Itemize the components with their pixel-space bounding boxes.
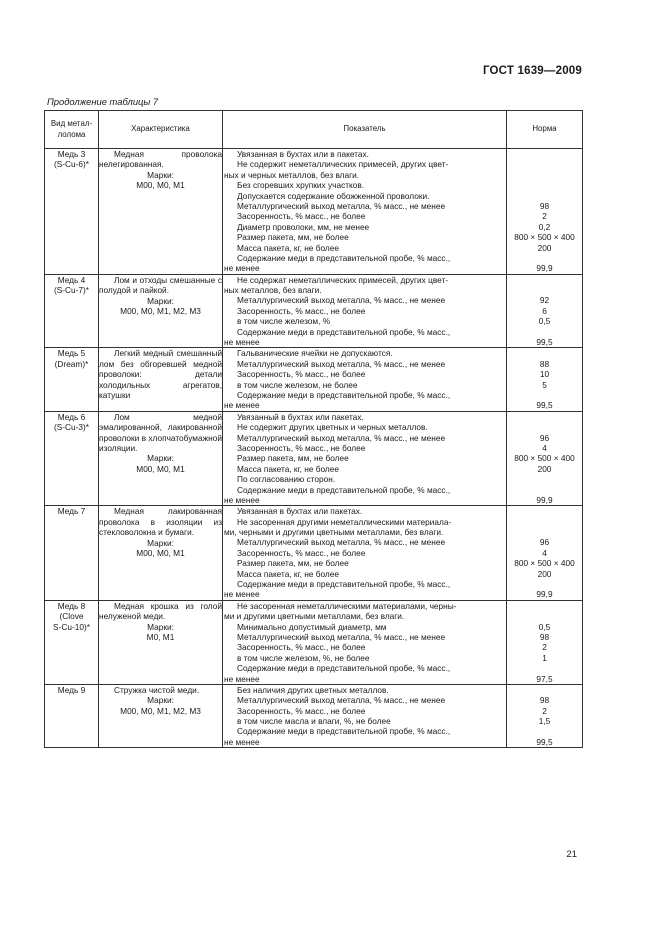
indicator-line: Металлургический выход металла, % масс., не менее [237, 432, 446, 443]
characteristic-cell [99, 274, 223, 348]
norm-value: 98 [539, 631, 550, 642]
indicator-cell [223, 411, 507, 506]
scrap-type-line: S-Cu-10)* [53, 621, 90, 632]
norm-value [507, 170, 582, 180]
norm-value: 99,5 [536, 400, 553, 411]
norm-value: 2 [542, 211, 547, 222]
grades-label: Марки: [147, 453, 174, 464]
header-scrap-type-l2: лолома [57, 129, 86, 139]
norm-value [507, 422, 582, 432]
indicator-line: в том числе железом, %, не более [237, 652, 370, 663]
header-characteristic: Характеристика [99, 111, 223, 149]
norm-value: 5 [542, 379, 547, 390]
norm-value: 200 [537, 463, 552, 474]
scrap-type-cell [45, 506, 99, 601]
indicator-line: ми и другими цветными металлами, без влаги. [224, 611, 405, 622]
norm-value: 88 [539, 358, 550, 369]
indicator-line: Размер пакета, мм, не более [237, 453, 349, 464]
norm-value [507, 611, 582, 621]
norm-value: 10 [539, 369, 550, 380]
indicator-line: не менее [224, 400, 260, 411]
scrap-type-line: (Clove [59, 611, 84, 622]
norm-value [507, 275, 582, 285]
grades-value: М00, М0, М1 [136, 180, 185, 191]
characteristic-text: Лом медной эмалированной, лакированной проволоки в хлопчатобумажной изоляции. [99, 411, 222, 453]
indicator-line: Масса пакета, кг, не более [237, 463, 339, 474]
norm-value: 0,5 [538, 621, 551, 632]
indicator-line: Металлургический выход металла, % масс., не менее [237, 695, 446, 706]
indicator-line: Не засоренная другими неметаллическими материала- [237, 516, 452, 527]
scrap-type-cell [45, 600, 99, 684]
indicator-cell [223, 506, 507, 601]
indicator-line: Не засоренная неметаллическими материалами, черны- [237, 600, 457, 611]
indicator-line: Засоренность, % масс., не более [237, 705, 366, 716]
document-id: ГОСТ 1639—2009 [482, 65, 582, 77]
indicator-line: Засоренность, % масс., не более [237, 211, 366, 222]
characteristic-text: Медная проволока нелегированная. [99, 149, 222, 170]
indicator-line: в том числе масла и влаги, %, не более [237, 716, 391, 727]
norm-value: 0,5 [538, 316, 551, 327]
indicator-line: Металлургический выход металла, % масс., не менее [237, 295, 446, 306]
norm-value [507, 159, 582, 169]
norm-cell [507, 348, 583, 411]
indicator-line: Не содержит других цветных и черных металлов. [237, 422, 428, 433]
grades-label: Марки: [147, 621, 174, 632]
norm-value [507, 726, 582, 736]
norm-value [507, 506, 582, 516]
norm-value: 0,2 [538, 221, 551, 232]
indicator-line: Металлургический выход металла, % масс., не менее [237, 537, 446, 548]
indicator-line: не менее [224, 673, 260, 684]
indicator-line: Увязанный в бухтах или пакетах. [237, 411, 364, 422]
norm-value [507, 601, 582, 611]
table-row [45, 684, 583, 747]
scrap-type-cell [45, 411, 99, 506]
norm-value [507, 663, 582, 673]
norm-value: 99,9 [536, 589, 553, 600]
scrap-type-line: Медь 4 [57, 274, 86, 285]
norm-value: 99,5 [536, 736, 553, 747]
grades-label: Марки: [147, 169, 174, 180]
norm-value: 99,5 [536, 337, 553, 348]
indicator-line: не менее [224, 494, 260, 505]
grades-value: М00, М0, М1, М2, М3 [120, 705, 201, 716]
norm-value [507, 579, 582, 589]
norm-value [507, 327, 582, 337]
scrap-type-line: Медь 7 [57, 506, 86, 517]
norm-value: 800 × 500 × 400 [514, 558, 575, 569]
norm-value [507, 180, 582, 190]
norm-value: 92 [539, 295, 550, 306]
norm-value [507, 685, 582, 695]
norm-value: 96 [539, 432, 550, 443]
scrap-type-line: (Dream)* [54, 358, 89, 369]
scrap-type-line: Медь 8 [57, 600, 86, 611]
table-row [45, 348, 583, 411]
scrap-type-line: (S-Cu-3)* [53, 422, 90, 433]
indicator-line: Засоренность, % масс., не более [237, 547, 366, 558]
indicator-line: Металлургический выход металла, % масс., не менее [237, 358, 446, 369]
indicator-line: Содержание меди в представительной пробе, % масс., [237, 252, 451, 263]
table-row [45, 274, 583, 348]
header-scrap-type-l1: Вид метал- [50, 119, 93, 129]
norm-cell [507, 684, 583, 747]
indicator-line: Увязанная в бухтах или в пакетах. [237, 149, 369, 159]
scrap-type-cell [45, 149, 99, 275]
indicator-line: Без наличия других цветных металлов. [237, 684, 389, 695]
norm-cell [507, 506, 583, 601]
indicator-line: Засоренность, % масс., не более [237, 442, 366, 453]
norm-cell [507, 600, 583, 684]
indicator-line: Минимально допустимый диаметр, мм [237, 621, 387, 632]
scrap-type-line: (S-Cu-7)* [53, 285, 90, 296]
norm-value [507, 527, 582, 537]
characteristic-cell [99, 348, 223, 411]
scrap-type-line: Медь 9 [57, 684, 86, 695]
table-header-row [45, 111, 583, 149]
indicator-line: Содержание меди в представительной пробе, % масс., [237, 389, 451, 400]
indicator-line: Масса пакета, кг, не более [237, 242, 339, 253]
indicator-line: в том числе железом, % [237, 316, 331, 327]
indicator-line: Размер пакета, мм, не более [237, 558, 349, 569]
norm-value: 6 [542, 305, 547, 316]
characteristic-text: Медная крошка из голой нелуженой меди. [99, 600, 222, 622]
norm-value [507, 191, 582, 201]
grades-value: М00, М0, М1 [136, 547, 185, 558]
indicator-line: не менее [224, 263, 260, 274]
norm-value [507, 348, 582, 358]
norm-value [507, 412, 582, 422]
scrap-type-cell [45, 348, 99, 411]
norm-value: 97,5 [536, 673, 553, 684]
characteristic-text: Лом и отходы смешанные с полудой и пайкой. [99, 274, 222, 296]
indicator-line: в том числе железом, не более [237, 379, 358, 390]
indicator-cell [223, 684, 507, 747]
norm-value: 99,9 [536, 494, 553, 505]
indicator-line: По согласованию сторон. [237, 474, 336, 485]
grades-label: Марки: [147, 537, 174, 548]
indicator-line: не менее [224, 589, 260, 600]
norm-value: 98 [539, 200, 550, 211]
indicator-cell [223, 600, 507, 684]
indicator-line: Металлургический выход металла, % масс., не менее [237, 631, 446, 642]
page-number: 21 [566, 849, 577, 860]
scrap-type-cell [45, 274, 99, 348]
norm-value [507, 474, 582, 484]
grades-value: М0, М1 [146, 632, 175, 643]
norm-value: 800 × 500 × 400 [514, 232, 575, 243]
scrap-type-line: Медь 6 [57, 411, 86, 422]
table-row [45, 506, 583, 601]
norm-value: 2 [542, 642, 547, 653]
table-row [45, 149, 583, 275]
norm-value: 4 [542, 547, 547, 558]
norm-value: 4 [542, 442, 547, 453]
header-scrap-type [45, 111, 99, 149]
norm-value [507, 253, 582, 263]
indicator-line: не менее [224, 736, 260, 747]
norm-value: 96 [539, 537, 550, 548]
indicator-line: ных и черных металлов, без влаги. [224, 169, 360, 180]
norm-value [507, 485, 582, 495]
norm-cell [507, 149, 583, 275]
indicator-line: Засоренность, % масс., не более [237, 369, 366, 380]
indicator-line: Гальванические ячейки не допускаются. [237, 348, 393, 359]
norm-value: 800 × 500 × 400 [514, 453, 575, 464]
norm-value: 200 [537, 568, 552, 579]
indicator-line: Увязанная в бухтах или пакетах. [237, 506, 363, 517]
norm-value: 200 [537, 242, 552, 253]
characteristic-cell [99, 684, 223, 747]
norm-value: 98 [539, 695, 550, 706]
norm-value [507, 149, 582, 159]
norm-cell [507, 274, 583, 348]
norm-value [507, 517, 582, 527]
characteristic-text: Легкий медный смешанный лом без обгоревшей медной проволоки: детали холодильных агрегатов, катушки [99, 348, 222, 401]
norm-value: 1,5 [538, 716, 551, 727]
indicator-line: Металлургический выход металла, % масс., не менее [237, 200, 446, 211]
characteristic-cell [99, 600, 223, 684]
norm-value: 2 [542, 705, 547, 716]
grades-label: Марки: [147, 295, 174, 306]
characteristic-cell [99, 149, 223, 275]
indicator-line: Диаметр проволоки, мм, не менее [237, 221, 370, 232]
indicator-cell [223, 149, 507, 275]
indicator-line: не менее [224, 337, 260, 348]
indicator-line: Содержание меди в представительной пробе, % масс., [237, 579, 451, 590]
indicator-line: Засоренность, % масс., не более [237, 305, 366, 316]
table-row [45, 600, 583, 684]
indicator-line: ми, черными и другими цветными металлами, без влаги. [224, 527, 444, 538]
indicator-line: Не содержат неметаллических примесей, других цвет- [237, 274, 449, 285]
indicator-line: Засоренность, % масс., не более [237, 642, 366, 653]
table-row [45, 411, 583, 506]
characteristic-cell [99, 411, 223, 506]
grades-value: М00, М0, М1, М2, М3 [120, 305, 201, 316]
norm-value [507, 285, 582, 295]
indicator-line: Содержание меди в представительной пробе, % масс., [237, 326, 451, 337]
indicator-line: Содержание меди в представительной пробе, % масс., [237, 484, 451, 495]
indicator-line: Масса пакета, кг, не более [237, 568, 339, 579]
indicator-line: Содержание меди в представительной пробе, % масс., [237, 663, 451, 674]
scrap-type-line: Медь 3 [57, 149, 86, 159]
indicator-line: Не содержит неметаллических примесей, других цвет- [237, 159, 449, 170]
grades-value: М00, М0, М1 [136, 463, 185, 474]
scrap-type-line: Медь 5 [57, 348, 86, 359]
scrap-type-cell [45, 684, 99, 747]
grades-label: Марки: [147, 695, 174, 706]
norm-cell [507, 411, 583, 506]
indicator-line: Допускается содержание обожженной проволоки. [237, 190, 430, 201]
indicator-line: Без сгоревших хрупких участков. [237, 180, 365, 191]
norm-value [507, 390, 582, 400]
indicator-cell [223, 274, 507, 348]
scrap-type-line: (S-Cu-6)* [53, 159, 90, 170]
characteristic-text: Стружка чистой меди. [114, 684, 200, 695]
scrap-spec-table [44, 110, 583, 748]
header-norm: Норма [507, 111, 583, 149]
norm-value: 1 [542, 652, 547, 663]
norm-value: 99,9 [536, 263, 553, 274]
indicator-line: Содержание меди в представительной пробе, % масс., [237, 726, 451, 737]
characteristic-cell [99, 506, 223, 601]
indicator-line: Размер пакета, мм, не более [237, 232, 349, 243]
indicator-line: ных металлов, без влаги. [224, 285, 322, 296]
header-indicator: Показатель [223, 111, 507, 149]
characteristic-text: Медная лакированная проволока в изоляции из стекловолокна и бумаги. [99, 506, 222, 538]
indicator-cell [223, 348, 507, 411]
table-caption: Продолжение таблицы 7 [47, 96, 159, 107]
